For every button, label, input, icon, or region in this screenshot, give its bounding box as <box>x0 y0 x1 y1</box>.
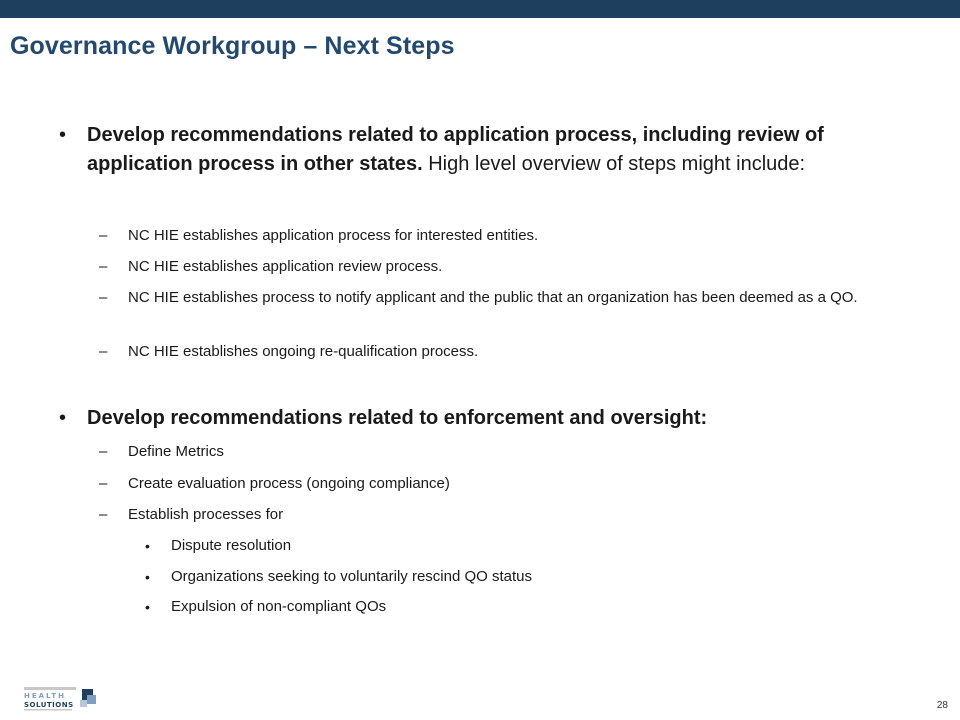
logo-graphic <box>24 683 104 713</box>
dash-1-4: – <box>99 343 108 360</box>
bullet-2-dot: • <box>59 407 67 429</box>
sub-text-2-3: Establish processes for <box>128 506 284 523</box>
logo-top-text: HEALTH <box>24 692 66 700</box>
dash-2-1: – <box>99 443 108 460</box>
sub-text-2-1: Define Metrics <box>128 443 224 460</box>
subsub-dot-3: • <box>145 599 150 615</box>
dash-1-3: – <box>99 289 108 306</box>
dash-2-2: – <box>99 475 108 492</box>
page-number: 28 <box>936 700 948 711</box>
bullet-1-text <box>87 121 887 179</box>
subsub-text-3: Expulsion of non-compliant QOs <box>171 598 387 615</box>
dash-1-1: – <box>99 227 108 244</box>
bullet-2-text <box>87 404 887 433</box>
subsub-dot-2: • <box>145 569 150 585</box>
logo-bottom-text: SOLUTIONS <box>24 701 74 709</box>
dash-1-2: – <box>99 258 108 275</box>
bullet-2-bold: Develop recommendations related to enforcement and oversight: <box>87 407 708 429</box>
subsub-text-2: Organizations seeking to voluntarily rescind QO status <box>171 568 533 585</box>
sub-text-2-2: Create evaluation process (ongoing compliance) <box>128 475 450 492</box>
sub-text-1-4: NC HIE establishes ongoing re-qualification process. <box>128 343 479 360</box>
subsub-text-1: Dispute resolution <box>171 537 292 554</box>
sub-text-1-3: NC HIE establishes process to notify applicant and the public that an organization has been deemed as a QO. <box>128 289 858 306</box>
slide-title: Governance Workgroup – Next Steps <box>10 32 455 60</box>
bullet-1-dot: • <box>59 124 67 146</box>
sub-text-1-1: NC HIE establishes application process for interested entities. <box>128 227 539 244</box>
dash-2-3: – <box>99 506 108 523</box>
top-bar <box>0 0 960 18</box>
subsub-dot-1: • <box>145 538 150 554</box>
sub-text-1-2: NC HIE establishes application review process. <box>128 258 443 275</box>
bullet-1-bold: Develop recommendations related to application process, including review of application process in other states. <box>87 124 824 175</box>
company-logo <box>24 683 104 713</box>
bullet-1-normal: High level overview of steps might include: <box>422 153 806 175</box>
